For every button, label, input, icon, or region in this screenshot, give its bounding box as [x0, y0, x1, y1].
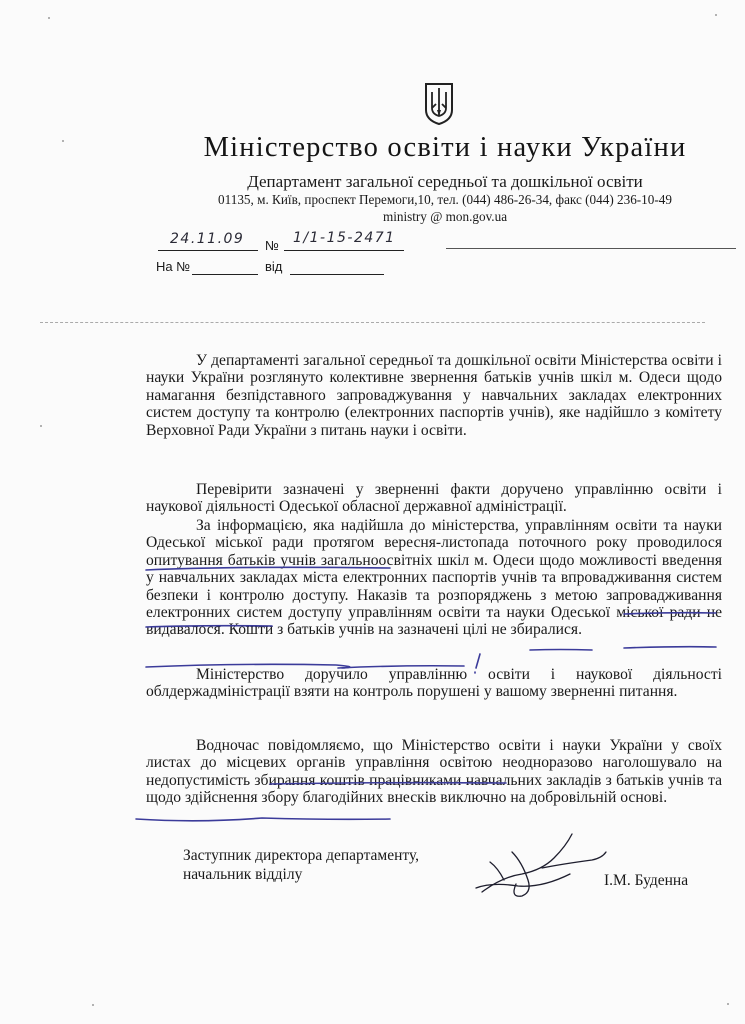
handwritten-signature: [462, 822, 612, 902]
address-line: 01135, м. Київ, проспект Перемоги,10, тел. (044) 486-26-34, факс (044) 236-10-49: [218, 192, 672, 207]
body-paragraph-3: За інформацією, яка надійшла до міністерства, управлінням освіти та науки Одеської міської ради протягом вересня-листопада поточного року проводилося опитування батьків учнів загальноосвітніх шкіл м. Одеси щодо можливості введення у навчальних закладах міста електронних паспортів учнів та впровадживання систем безпеки і контролю доступу. Наказів та розпоряджень з метою запровадживання електронних систем доступу управлінням освіти та науки Одеської міської ради не видавалося. Кошти з батьків учнів на зазначені цілі не збиралися.: [146, 517, 722, 639]
scan-speck: [48, 17, 50, 19]
header-rule: [446, 248, 736, 249]
signatory-title-line-2: начальник відділу: [183, 866, 303, 883]
email-line: ministry @ mon.gov.ua: [382, 209, 508, 224]
scan-speck: [62, 140, 64, 142]
in-reply-label: На №: [156, 259, 191, 274]
pen-underline: [136, 818, 390, 821]
ministry-title: Міністерство освіти і науки України: [203, 132, 687, 163]
department-title: Департамент загальної середньої та дошкільної освіти: [247, 172, 643, 191]
body-paragraph-4: Міністерство доручило управлінню освіти і наукової діяльності облдержадміністрації взяти на контроль порушені у вашому зверненні питання.: [146, 666, 722, 701]
scan-speck: [40, 425, 42, 427]
in-reply-underline: [192, 274, 258, 275]
handwritten-date: 24.11.09: [170, 231, 245, 247]
body-paragraph-2: Перевірити зазначені у зверненні факти доручено управлінню освіти і наукової діяльності Одеської обласної державної адміністрації.: [146, 481, 722, 516]
trident-emblem-icon: [422, 80, 456, 126]
pen-underline: [624, 647, 716, 648]
pen-underline: [530, 650, 592, 651]
scan-speck: [715, 14, 717, 16]
signatory-name: І.М. Буденна: [604, 872, 689, 889]
signatory-title-line-1: Заступник директора департаменту,: [183, 847, 420, 864]
number-sign-label: №: [265, 238, 279, 253]
body-paragraph-1: У департаменті загальної середньої та дошкільної освіти Міністерства освіти і науки України розглянуто колективне звернення батьків учнів шкіл м. Одеси щодо намагання безпідставного запроваджування у навчальних закладах електронних систем доступу та контролю (електронних паспортів учнів), яке надійшло з комітету Верховної Ради України з питань науки і освіти.: [146, 352, 722, 439]
from-underline: [290, 274, 384, 275]
signatory-title: [183, 846, 419, 884]
handwritten-number: 1/1-15-2471: [293, 230, 396, 246]
number-underline: [284, 250, 404, 251]
scan-speck: [92, 1004, 94, 1006]
scan-speck: [727, 1003, 729, 1005]
body-paragraph-5: Водночас повідомляємо, що Міністерство освіти і науки України у своїх листах до місцевих органів управління освітою неодноразово наголошувало на недопустимість збирання коштів працівниками навчальних закладів з батьків учнів та щодо здійснення збору благодійних внесків виключно на добровільній основі.: [146, 737, 722, 807]
date-underline: [158, 250, 258, 251]
from-label: від: [265, 259, 283, 274]
faint-divider: [40, 322, 705, 323]
